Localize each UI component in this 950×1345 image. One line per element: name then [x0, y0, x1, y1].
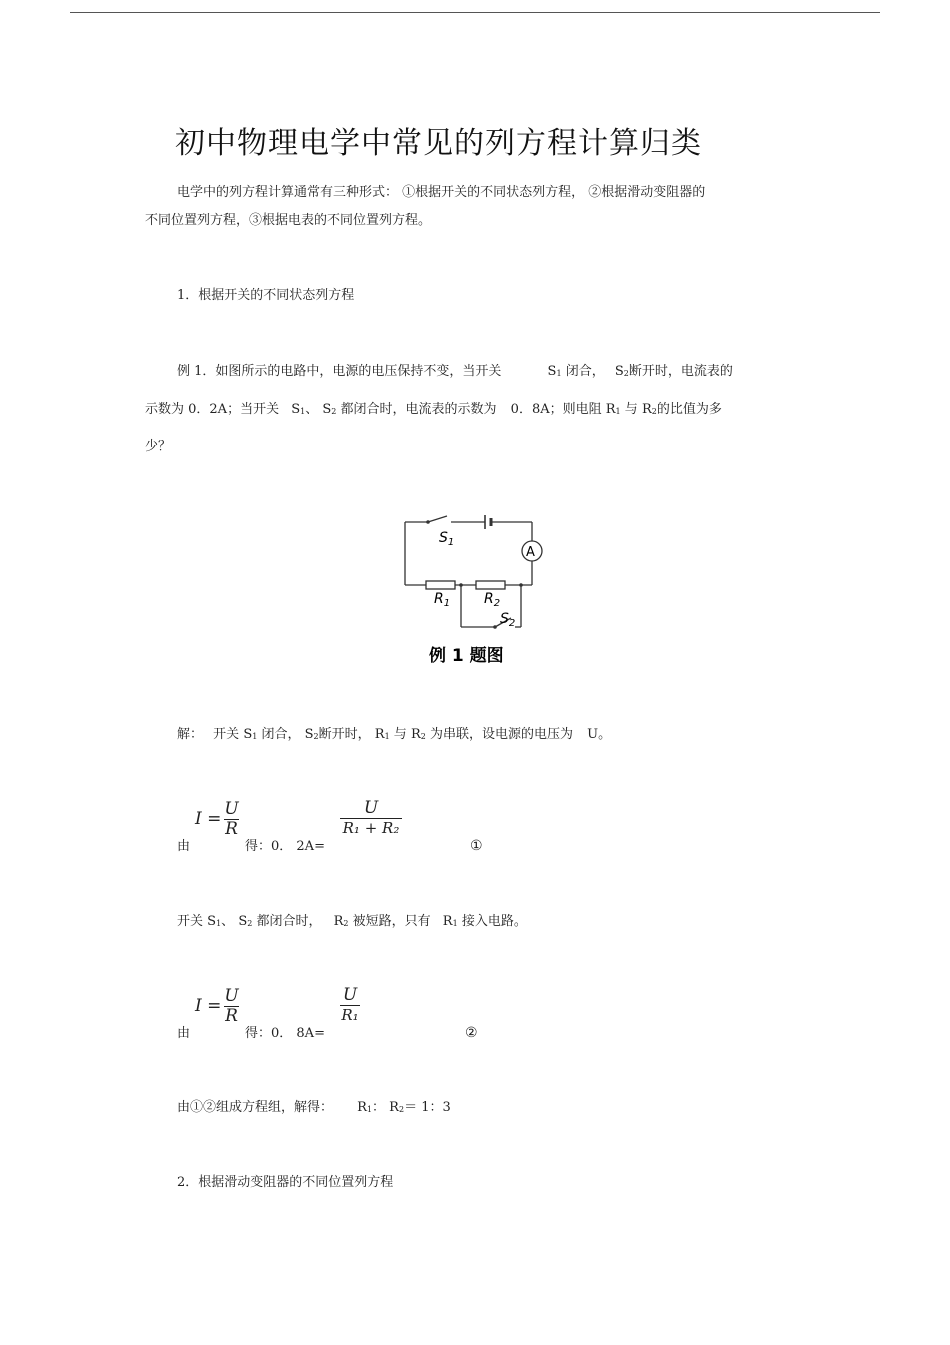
ohm-law-formula-2: I = U R	[195, 986, 239, 1026]
eq2-get: 得：0． 8A=	[245, 1026, 325, 1041]
header-rule	[70, 12, 880, 13]
section-heading-1: 1．根据开关的不同状态列方程	[177, 288, 355, 303]
junction-left	[459, 583, 463, 587]
eq1-get: 得：0． 2A=	[245, 839, 325, 854]
solution-line-1: 解： 开关 $S_1$ 闭合， $S_2$断开时， $R_1$ 与 $R_2$ 为串联，设电源的电压为 U。	[177, 727, 612, 742]
switch-s1-pivot	[426, 520, 430, 524]
ohm-law-formula-1: I = U R	[195, 799, 239, 839]
figure-caption: 例 1 题图	[429, 646, 504, 666]
eq2-mark: ②	[465, 1025, 478, 1041]
s2-label: $S_2$	[500, 611, 516, 629]
switch-s1-blade	[428, 516, 447, 522]
example-line-3: 少？	[145, 439, 172, 454]
eq2-prefix: 由	[177, 1026, 191, 1041]
r1-label: $R_1$	[434, 591, 451, 609]
resistor-r1	[426, 581, 455, 589]
circuit-diagram	[395, 505, 555, 670]
eq1-mark: ①	[470, 838, 483, 854]
eq1-prefix: 由	[177, 839, 191, 854]
example-line-2: 示数为 0．2A；当开关 $S_1$、 $S_2$ 都闭合时，电流表的示数为 0．8A；则电阻 $R_1$ 与 $R_2$的比值为多	[145, 402, 722, 417]
ammeter-label: A	[526, 545, 535, 560]
eq1-fraction: U R₁ + R₂	[340, 799, 402, 838]
switch-s2-pivot	[493, 625, 497, 629]
section-heading-2: 2．根据滑动变阻器的不同位置列方程	[177, 1175, 394, 1190]
resistor-r2	[476, 581, 505, 589]
intro-line-1: 电学中的列方程计算通常有三种形式： ①根据开关的不同状态列方程， ②根据滑动变阻器的	[177, 185, 706, 200]
s1-label: $S_1$	[439, 530, 455, 548]
document-title: 初中物理电学中常见的列方程计算归类	[175, 126, 702, 161]
eq2-fraction: U R₁	[341, 985, 359, 1024]
example-line-1: 例 1．如图所示的电路中，电源的电压保持不变，当开关 $S_1$ 闭合， $S_2$断开时，电流表的	[177, 364, 733, 379]
junction-right	[519, 583, 523, 587]
r2-label: $R_2$	[484, 591, 501, 609]
result-line: 由①②组成方程组，解得： $R_1$： $R_2= 1$：3	[177, 1100, 451, 1115]
solution-line-2: 开关 $S_1$、 $S_2$ 都闭合时， $R_2$ 被短路，只有 $R_1$ 接入电路。	[177, 914, 527, 929]
intro-line-2: 不同位置列方程，③根据电表的不同位置列方程。	[145, 213, 432, 228]
